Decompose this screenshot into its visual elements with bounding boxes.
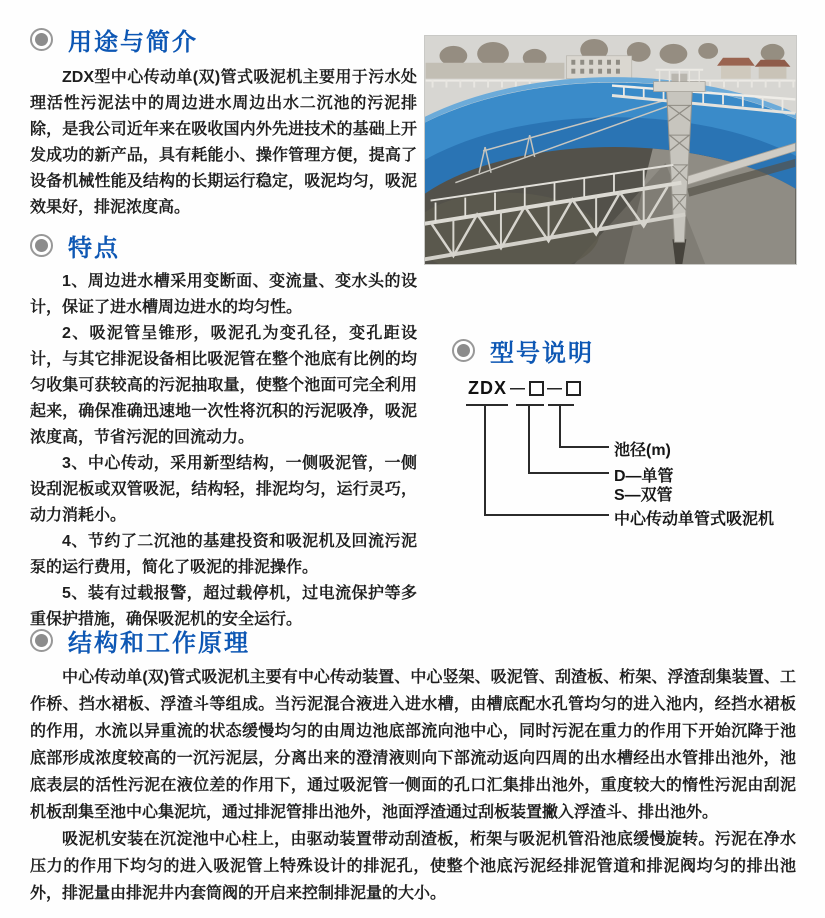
feature-item-1: 1、周边进水槽采用变断面、变流量、变水头的设计，保证了进水槽周边进水的均匀性。	[30, 273, 417, 316]
model-label-single-pipe: D—单管	[614, 468, 674, 485]
structure-heading-row	[30, 623, 796, 658]
section-features	[30, 228, 417, 633]
features-heading-row	[30, 228, 417, 263]
section-structure	[30, 623, 796, 907]
features-heading: 特点	[68, 235, 120, 262]
diagram-connector	[559, 446, 609, 448]
feature-item-5: 5、装有过载报警，超过载停机，过电流保护等多重保护措施，确保吸泥机的安全运行。	[30, 585, 417, 628]
structure-paragraph-2: 吸泥机安装在沉淀池中心柱上，由驱动装置带动刮渣板，桁架与吸泥机管沿池底缓慢旋转。污泥在净水压力的作用下均匀的进入吸泥管上特殊设计的排泥孔，使整个池底污泥经排泥管道和排泥阀均匀的排出池外，排泥量由排泥井内套筒阀的开启来控制排泥量的大小。	[30, 831, 796, 902]
diagram-connector	[484, 514, 609, 516]
model-code-diagram	[462, 378, 807, 550]
section-model	[452, 333, 812, 550]
bullet-dot	[457, 344, 470, 357]
model-label-pool-diameter: 池径(m)	[614, 442, 671, 459]
diagram-connector	[528, 472, 609, 474]
clarifier-tank-photo	[424, 35, 797, 265]
intro-heading-row	[30, 22, 417, 57]
bullet-dot	[35, 33, 48, 46]
bullet-dot	[35, 239, 48, 252]
intro-heading: 用途与简介	[68, 29, 198, 56]
diagram-connector	[528, 404, 530, 474]
feature-item-3: 3、中心传动，采用新型结构，一侧吸泥管，一侧设刮泥板或双管吸泥，结构轻，排泥均匀，运行灵巧，动力消耗小。	[30, 455, 417, 524]
model-code-box-2	[566, 381, 581, 396]
diagram-connector	[559, 404, 561, 448]
model-code-dash: —	[547, 380, 563, 397]
model-code-box-1	[529, 381, 544, 396]
structure-heading: 结构和工作原理	[68, 630, 250, 657]
clarifier-tank-illustration	[425, 36, 796, 264]
intro-paragraph: ZDX型中心传动单(双)管式吸泥机主要用于污水处理活性污泥法中的周边进水周边出水二沉池的污泥排除，是我公司近年来在吸收国内外先进技术的基础上开发成功的新产品，具有耗能小、操作管理方便，提高了设备机械性能及结构的长期运行稳定，吸泥均匀，吸泥效果好，排泥浓度高。	[30, 69, 417, 216]
feature-item-2: 2、吸泥管呈锥形，吸泥孔为变孔径，变孔距设计，与其它排泥设备相比吸泥管在整个池底有比例的均匀收集可获较高的污泥抽取量，使整个池面可完全利用起来，确保准确迅速地一次性将沉积的污泥吸净，吸泥浓度高，节省污泥的回流动力。	[30, 325, 417, 446]
diagram-underline	[466, 404, 508, 406]
model-label-machine-name: 中心传动单管式吸泥机	[614, 511, 775, 528]
section-bullet-icon	[452, 339, 475, 362]
model-heading-row	[452, 333, 812, 368]
diagram-underline	[548, 404, 574, 406]
feature-item-4: 4、节约了二沉池的基建投资和吸泥机及回流污泥泵的运行费用，简化了吸泥的排泥操作。	[30, 533, 417, 576]
section-intro	[30, 22, 417, 221]
diagram-underline	[516, 404, 544, 406]
section-bullet-icon	[30, 629, 53, 652]
model-label-double-pipe: S—双管	[614, 487, 673, 504]
model-code-prefix: ZDX	[468, 378, 507, 398]
structure-paragraph-1: 中心传动单(双)管式吸泥机主要有中心传动装置、中心竖架、吸泥管、刮渣板、桁架、浮渣刮集装置、工作桥、挡水裙板、浮渣斗等组成。当污泥混合液进入进水槽，由槽底配水孔管均匀的进入池内，经挡水裙板的作用，水流以异重流的状态缓慢均匀的由周边池底部流向池中心，同时污泥在重力的作用下开始沉降于池底部形成浓度较高的一沉污泥层，分离出来的澄清液则向下部流动返向四周的出水槽经出水管排出池外，池底表层的活性污泥在液位差的作用下，通过吸泥管一侧面的孔口汇集排出池外，重度较大的惰性污泥由刮泥机板刮集至池中心集泥坑，通过排泥管排出池外，池面浮渣通过刮板装置撇入浮渣斗、排出池外。	[30, 669, 796, 821]
model-heading: 型号说明	[490, 340, 594, 367]
model-code-dash: —	[510, 380, 526, 397]
section-bullet-icon	[30, 234, 53, 257]
section-bullet-icon	[30, 28, 53, 51]
bullet-dot	[35, 634, 48, 647]
diagram-connector	[484, 404, 486, 516]
model-code-row	[468, 378, 581, 399]
